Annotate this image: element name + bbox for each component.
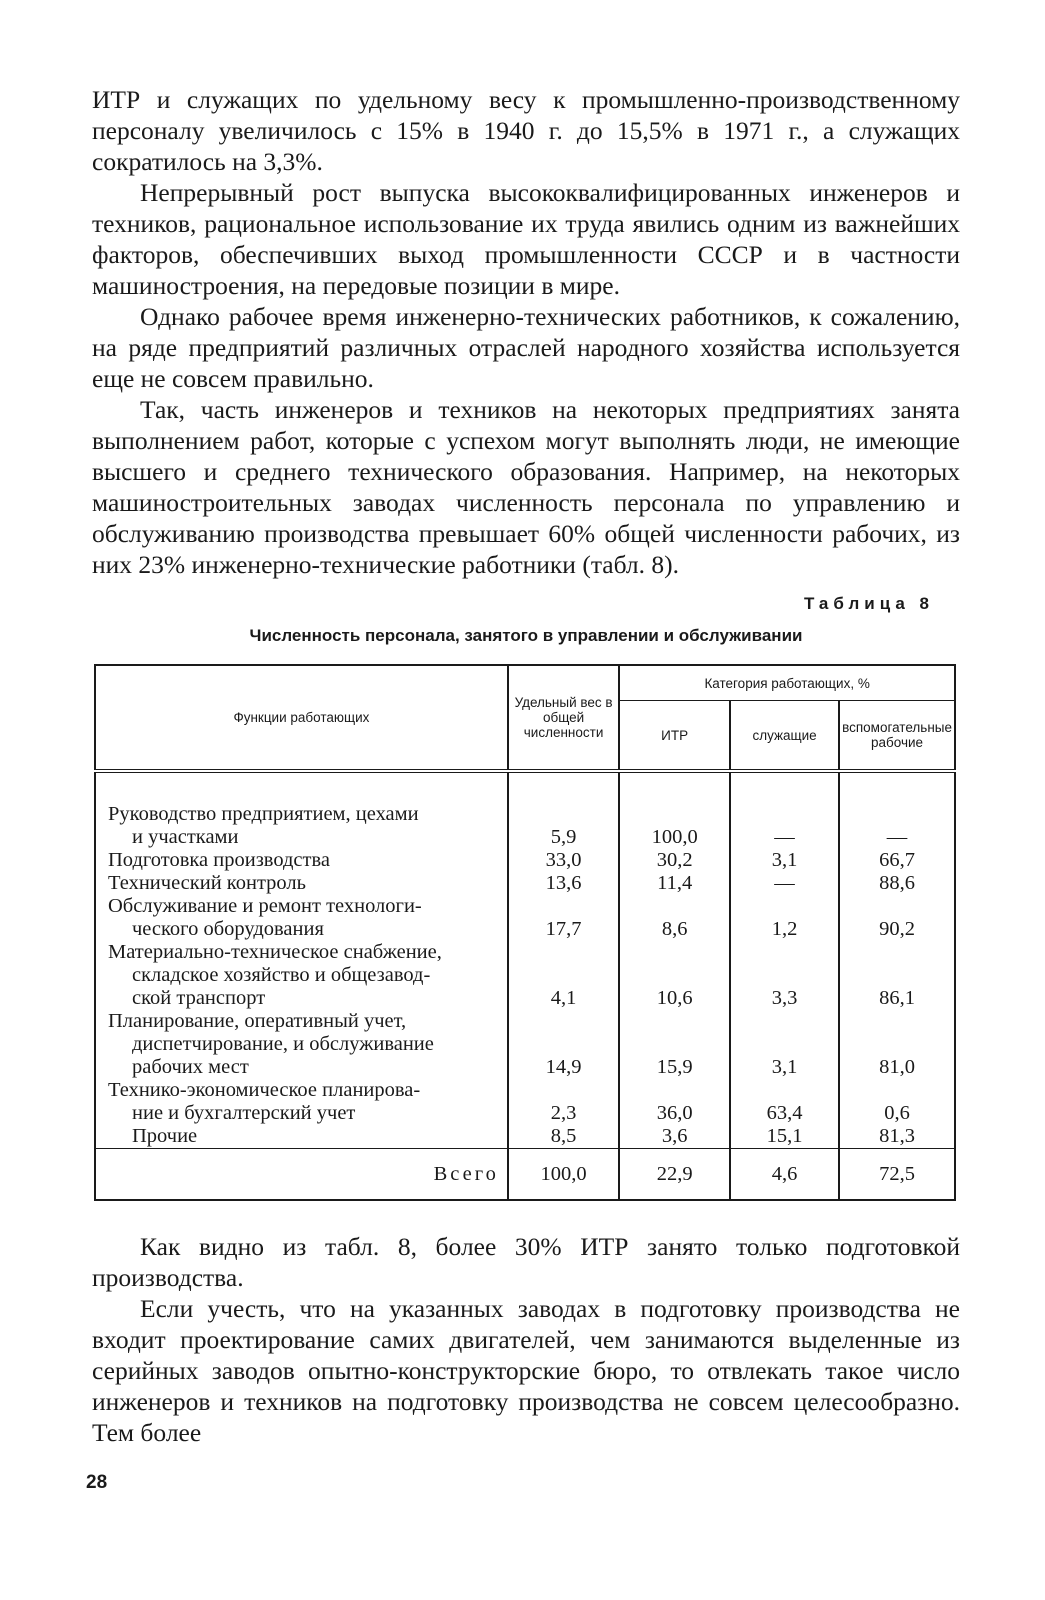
itr-value: 3,6 [619,1125,730,1149]
function-cell [95,895,508,941]
itr-value: 10,6 [619,941,730,1010]
function-label-line: Руководство предприятием, цехами [108,803,419,825]
body-paragraph: ИТР и служащих по удельному весу к промышленно-производственному персоналу увеличилось с 15% в 1940 г. до 15,5% в 1971 г., а служащих сократилось на 3,3%. [92,85,960,176]
share-value: 4,1 [508,941,619,1010]
total-row [95,1149,955,1201]
body-paragraph: Однако рабочее время инженерно-технических работников, к сожалению, на ряде предприятий различных отраслей народного хозяйства используется еще не совсем правильно. [92,302,960,393]
table-label: Таблица 8 [803,594,934,613]
function-label-line: диспетчирование, и обслуживание [132,1033,434,1055]
header-employees: служащие [730,701,839,772]
body-paragraph: Как видно из табл. 8, более 30% ИТР занято только подготовкой производства. [92,1232,960,1292]
function-cell [95,1079,508,1125]
function-label-line: рабочих мест [132,1056,249,1078]
share-value: 5,9 [508,803,619,849]
function-label-line: Подготовка производства [108,849,330,871]
share-value: 13,6 [508,872,619,895]
itr-value: 30,2 [619,849,730,872]
table-title: Численность персонала, занятого в управлении и обслуживании [249,626,803,645]
function-cell [95,1010,508,1079]
total-itr: 22,9 [619,1149,730,1201]
table-header [95,665,955,771]
table-row [95,895,955,941]
aux-value: 0,6 [839,1079,955,1125]
employees-value: 3,3 [730,941,839,1010]
function-label-line: и участками [132,826,239,848]
header-function: Функции работающих [233,710,370,725]
header-category-group: Категория работающих, % [619,665,955,701]
share-value: 8,5 [508,1125,619,1149]
function-label-line: ской транспорт [132,987,266,1009]
table-row [95,1010,955,1079]
table-row [95,849,955,872]
function-label-line: Обслуживание и ремонт технологи- [108,895,422,917]
text-before-table [92,84,960,580]
itr-value: 8,6 [619,895,730,941]
function-label-line: Планирование, оперативный учет, [108,1010,407,1032]
text-after-table [92,1231,960,1448]
table-row [95,872,955,895]
personnel-table [94,664,956,1201]
body-paragraph: Непрерывный рост выпуска высококвалифицированных инженеров и техников, рациональное использование их труда явились одним из важнейших факторов, обеспечивших выход промышленности СССР и в частности машиностроения, на передовые позиции в мире. [92,178,960,300]
share-value: 33,0 [508,849,619,872]
total-label: Всего [95,1149,508,1201]
aux-value: 90,2 [839,895,955,941]
table-row [95,803,955,849]
total-aux: 72,5 [839,1149,955,1201]
body-paragraph: Так, часть инженеров и техников на некоторых предприятиях занята выполнением работ, которые с успехом могут выполнять люди, не имеющие высшего и среднего технического образования. Например, на некоторых машиностроительных заводах численность персонала по управлению и обслуживанию производства превышает 60% общей численности рабочих, из них 23% инженерно-технические работники (табл. 8). [92,395,960,579]
body-paragraph: Если учесть, что на указанных заводах в подготовку производства не входит проектирование самих двигателей, чем занимаются выделенные из серийных заводов опытно-конструкторские бюро, то отвлекать такое число инженеров и техников на подготовку производства не совсем целесообразно. Тем более [92,1294,960,1447]
share-value: 14,9 [508,1010,619,1079]
function-label-line: Технико-экономическое планирова- [108,1079,421,1101]
function-label-line: складское хозяйство и общезавод- [132,964,431,986]
table-row [95,1079,955,1125]
itr-value: 15,9 [619,1010,730,1079]
employees-value: 3,1 [730,1010,839,1079]
total-employees: 4,6 [730,1149,839,1201]
table-row [95,941,955,1010]
employees-value: — [730,872,839,895]
table-body [95,771,955,1200]
function-label-line: Материально-техническое снабжение, [108,941,442,963]
itr-value: 100,0 [619,803,730,849]
aux-value: 81,0 [839,1010,955,1079]
function-label-line: Технический контроль [108,872,306,894]
header-aux-workers: вспомогательные рабочие [839,701,955,772]
function-cell [95,1125,508,1149]
employees-value: — [730,803,839,849]
share-value: 2,3 [508,1079,619,1125]
itr-value: 11,4 [619,872,730,895]
itr-value: 36,0 [619,1079,730,1125]
function-label-line: ческого оборудования [132,918,324,940]
book-page [92,84,960,1448]
aux-value: 88,6 [839,872,955,895]
function-label-line: ние и бухгалтерский учет [132,1102,356,1124]
header-share: Удельный вес в общей численности [508,665,619,771]
page-number: 28 [86,1472,108,1493]
function-cell [95,941,508,1010]
employees-value: 3,1 [730,849,839,872]
function-label-line: Прочие [132,1125,198,1147]
employees-value: 15,1 [730,1125,839,1149]
aux-value: 66,7 [839,849,955,872]
share-value: 17,7 [508,895,619,941]
aux-value: — [839,803,955,849]
function-cell [95,803,508,849]
aux-value: 86,1 [839,941,955,1010]
aux-value: 81,3 [839,1125,955,1149]
header-itr: ИТР [619,701,730,772]
table-row [95,1125,955,1149]
function-cell [95,849,508,872]
employees-value: 63,4 [730,1079,839,1125]
total-share: 100,0 [508,1149,619,1201]
employees-value: 1,2 [730,895,839,941]
function-cell [95,872,508,895]
